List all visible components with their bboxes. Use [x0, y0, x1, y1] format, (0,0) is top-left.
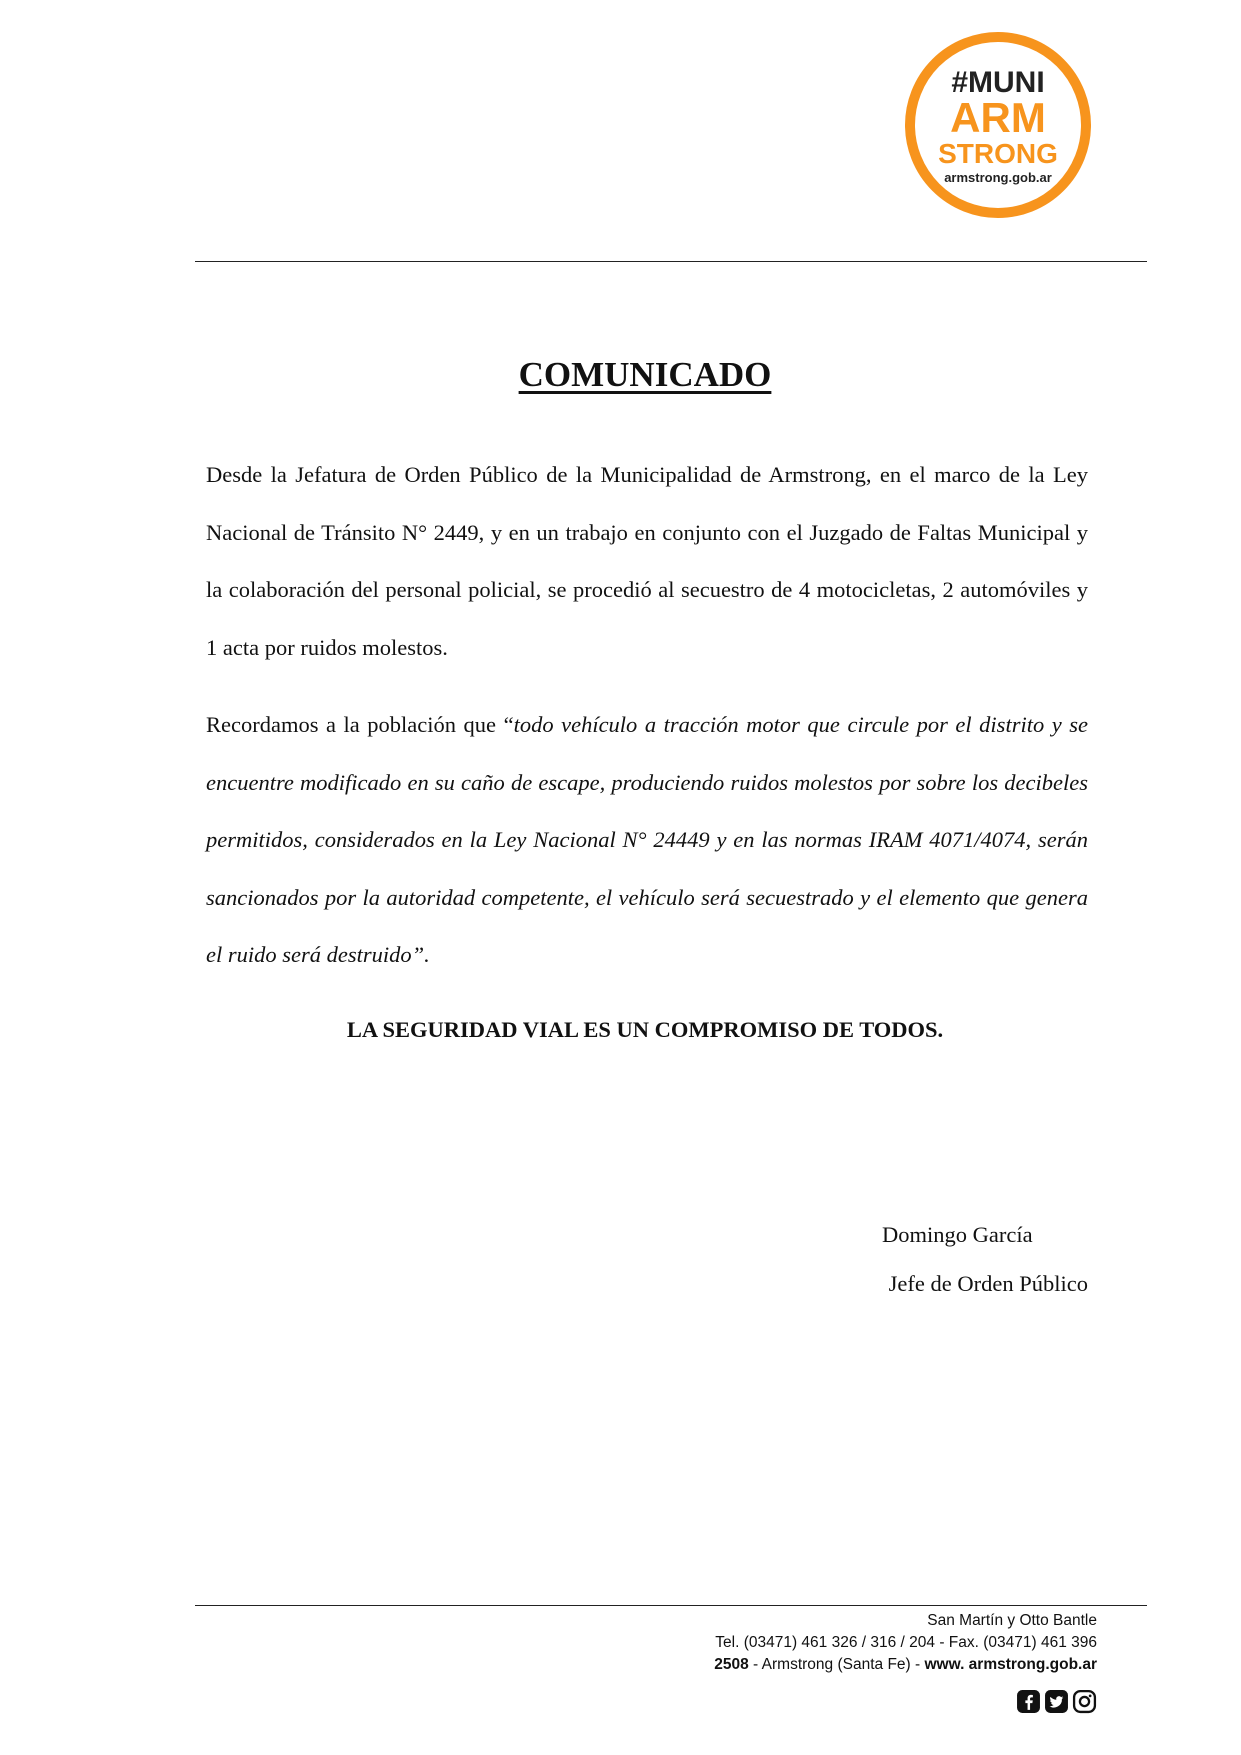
- social-icons: [1016, 1689, 1097, 1714]
- municipality-logo: [903, 30, 1093, 220]
- paragraph-2: [206, 696, 1088, 984]
- logo-line-muni: #MUNI: [951, 66, 1045, 99]
- footer-phones: Tel. (03471) 461 326 / 316 / 204 - Fax. (03471) 461 396: [715, 1634, 1097, 1651]
- logo-line-arm: ARM: [950, 94, 1046, 141]
- footer-contact: [714, 1610, 1097, 1676]
- paragraph-2-lead: Recordamos a la población que “: [206, 712, 514, 737]
- facebook-icon[interactable]: [1016, 1689, 1041, 1714]
- signature-name: Domingo García: [882, 1222, 1033, 1247]
- motto: LA SEGURIDAD VIAL ES UN COMPROMISO DE TODOS.: [346, 1017, 944, 1042]
- logo-line-strong: STRONG: [938, 138, 1058, 169]
- header-divider: [195, 261, 1147, 262]
- footer-website: www. armstrong.gob.ar: [924, 1656, 1097, 1673]
- footer-postal-code: 2508: [714, 1656, 749, 1673]
- footer-postal-line: [714, 1654, 1097, 1676]
- paragraph-2-quote: todo vehículo a tracción motor que circule por el distrito y se encuentre modificado en su caño de escape, produciendo ruidos molestos por sobre los decibeles permitidos, considerados en la Ley Nacional N° 24449 y en las normas IRAM 4071/4074, serán sancionados por la autoridad competente, el vehículo será secuestrado y el elemento que genera el ruido será destruido”.: [206, 712, 1088, 967]
- signature-role: Jefe de Orden Público: [888, 1271, 1088, 1296]
- footer-divider: [195, 1605, 1147, 1606]
- twitter-icon[interactable]: [1044, 1689, 1069, 1714]
- paragraph-1: Desde la Jefatura de Orden Público de la Municipalidad de Armstrong, en el marco de la Ley Nacional de Tránsito N° 2449, y en un trabajo en conjunto con el Juzgado de Faltas Municipal y la colaboración del personal policial, se procedió al secuestro de 4 motocicletas, 2 automóviles y 1 acta por ruidos molestos.: [206, 462, 1088, 660]
- page-title: COMUNICADO: [518, 355, 772, 394]
- logo-line-domain: armstrong.gob.ar: [944, 170, 1052, 185]
- instagram-icon[interactable]: [1072, 1689, 1097, 1714]
- footer-city: - Armstrong (Santa Fe) -: [748, 1656, 925, 1673]
- footer-address: San Martín y Otto Bantle: [927, 1612, 1097, 1629]
